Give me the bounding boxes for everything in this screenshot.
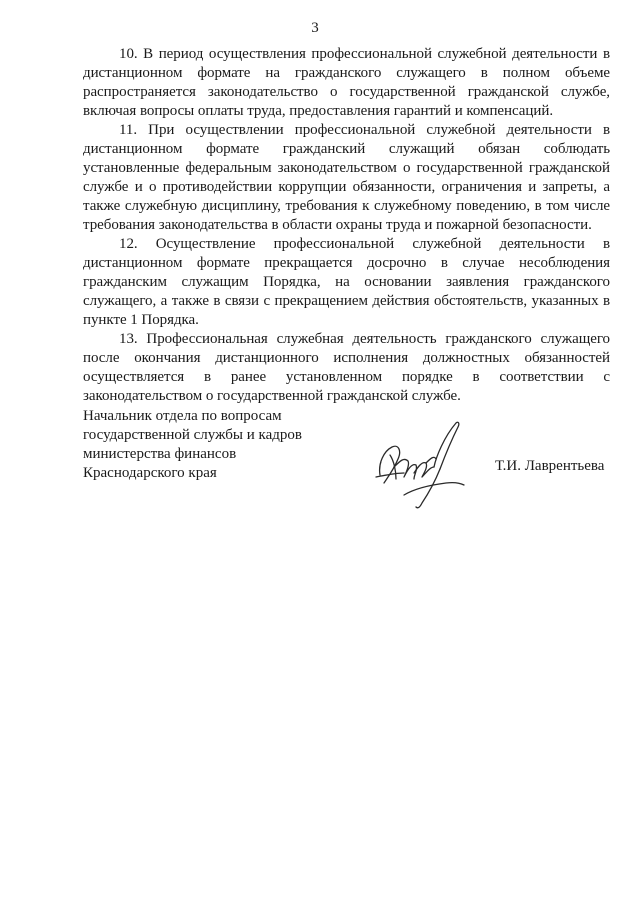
paragraph-11: 11. При осуществлении профессиональной служебной деятельности в дистанционном формате гражданский служащий обязан соблюдать установленные федеральным законодательством о государственной гражданской службе и о противодействии коррупции обязанности, ограничения и запреты, а также служебную дисциплину, требования к служебному поведению, в том числе требования законодательства в области охраны труда и пожарной безопасности.	[83, 122, 610, 233]
signature-strokes	[376, 422, 464, 508]
position-line: министерства финансов	[83, 446, 237, 462]
signer-position	[83, 407, 302, 483]
signer-name: Т.И. Лаврентьева	[495, 458, 605, 474]
page-number: 3	[311, 20, 319, 36]
position-line: Начальник отдела по вопросам	[83, 408, 282, 424]
handwritten-signature	[374, 417, 484, 517]
paragraph-13: 13. Профессиональная служебная деятельность гражданского служащего после окончания дистанционного исполнения должностных обязанностей осуществляется в ранее установленном порядке в соответствии с законодательством о государственной гражданской службе.	[83, 331, 610, 404]
paragraph-12: 12. Осуществление профессиональной служебной деятельности в дистанционном формате прекращается досрочно в случае несоблюдения гражданским служащим Порядка, на основании заявления гражданского служащего, а также в связи с прекращением действия обстоятельств, указанных в пункте 1 Порядка.	[83, 236, 610, 328]
document-body	[83, 45, 610, 406]
position-line: государственной службы и кадров	[83, 427, 302, 443]
signature-block	[83, 407, 610, 517]
position-line: Краснодарского края	[83, 465, 217, 481]
paragraph-10: 10. В период осуществления профессиональной служебной деятельности в дистанционном формате на гражданского служащего в полном объеме распространяется законодательство о государственной гражданской службе, включая вопросы оплаты труда, предоставления гарантий и компенсаций.	[83, 46, 610, 119]
